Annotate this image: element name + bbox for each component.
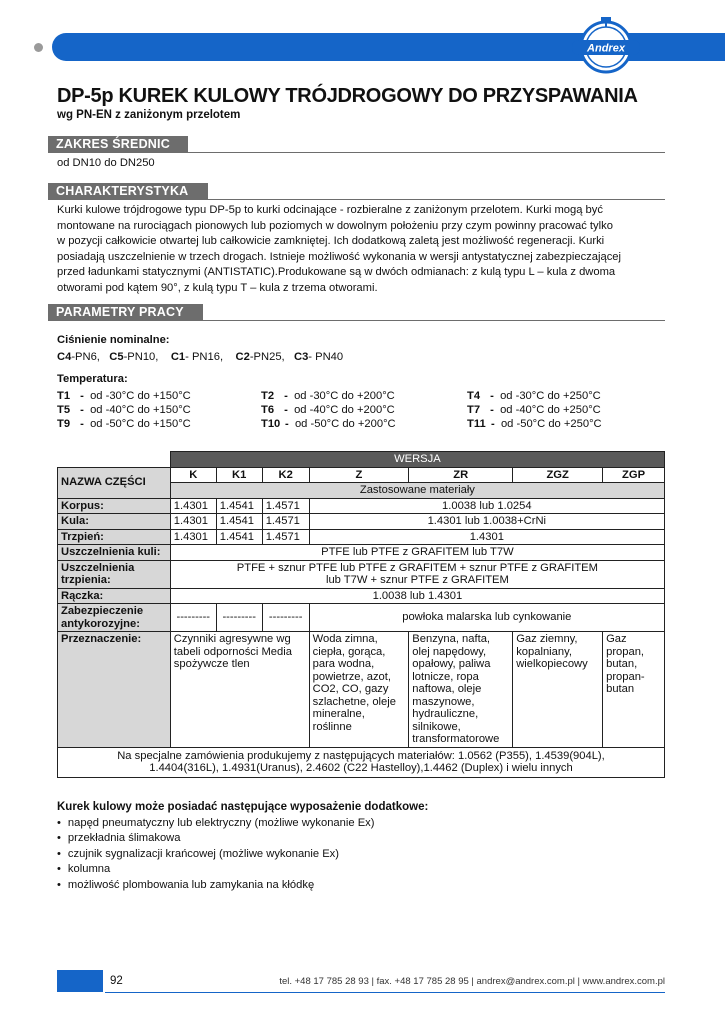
section-characteristics-divider — [57, 199, 665, 200]
pressure-value: - PN16, — [185, 351, 224, 363]
footer-divider — [105, 992, 665, 993]
section-parameters-header: PARAMETRY PRACY — [48, 304, 203, 321]
pressure-code: C3 — [293, 351, 309, 363]
temp-item: T5 - od -40°C do +150°C — [57, 404, 191, 416]
table-row — [58, 467, 665, 483]
table-cell: --------- — [170, 604, 216, 632]
table-cell: --------- — [216, 604, 262, 632]
temp-item: T6 - od -40°C do +200°C — [261, 404, 395, 416]
version-cell: K2 — [262, 467, 309, 483]
temp-item: T10 - od -50°C do +200°C — [261, 418, 396, 430]
table-cell: 1.0038 lub 1.4301 — [170, 588, 664, 604]
header-dot — [34, 43, 43, 52]
pressure-value: - PN40 — [308, 351, 344, 363]
temp-item: T11 - od -50°C do +250°C — [467, 418, 602, 430]
materials-table — [57, 451, 665, 778]
table-cell: 1.4301 lub 1.0038+CrNi — [309, 514, 664, 530]
pressure-value: -PN10, — [123, 351, 159, 363]
version-cell: K1 — [216, 467, 262, 483]
table-cell: Gaz ziemny, kopalniany, wielkopiecowy — [513, 632, 603, 748]
table-cell: PTFE lub PTFE z GRAFITEM lub T7W — [170, 545, 664, 561]
table-cell: 1.4541 — [216, 529, 262, 545]
pressure-label: Ciśnienie nominalne: — [57, 334, 170, 346]
pressure-code: C4 — [57, 351, 72, 363]
temp-item: T7 - od -40°C do +250°C — [467, 404, 601, 416]
footer-block — [57, 970, 103, 992]
table-cell: 1.0038 lub 1.0254 — [309, 498, 664, 514]
table-cell: 1.4301 — [309, 529, 664, 545]
row-label: Rączka: — [58, 588, 171, 604]
table-cell: 1.4301 — [170, 514, 216, 530]
list-item: • możliwość plombowania lub zamykania na kłódkę — [57, 878, 374, 893]
version-cell: K — [170, 467, 216, 483]
pressure-code: C5 — [109, 351, 124, 363]
pressure-code: C2 — [235, 351, 250, 363]
version-cell: ZR — [409, 467, 513, 483]
table-row — [58, 498, 665, 514]
characteristics-line: otworami pod kątem 90°, z kulą typu T – kula z trzema otworami. — [57, 281, 378, 294]
pressure-code: C1 — [170, 351, 186, 363]
table-cell: Woda zimna, ciepła, gorąca, para wodna, powietrze, azot, CO2, CO, gazy szlachetne, oleje mineralne, roślinne — [309, 632, 409, 748]
row-label: Uszczelnienia kuli: — [58, 545, 171, 561]
row-label: Uszczelnienia trzpienia: — [58, 560, 171, 588]
table-row — [58, 747, 665, 777]
section-range-divider — [57, 152, 665, 153]
temp-item: T1 - od -30°C do +150°C — [57, 390, 191, 402]
temp-item: T4 - od -30°C do +250°C — [467, 390, 601, 402]
logo-text: Andrex — [587, 42, 625, 55]
version-cell: ZGZ — [513, 467, 603, 483]
table-cell: powłoka malarska lub cynkowanie — [309, 604, 664, 632]
table-row — [58, 452, 665, 468]
row-label: Zabezpieczenie antykorozyjne: — [58, 604, 171, 632]
characteristics-line: montowane na rurociągach pionowych lub poziomych w dowolnym położeniu przy czym powinny pracować tylko — [57, 219, 613, 232]
footer-contact: tel. +48 17 785 28 93 | fax. +48 17 785 28 95 | andrex@andrex.com.pl | www.andrex.com.pl — [279, 976, 665, 987]
table-cell: 1.4541 — [216, 498, 262, 514]
version-header: WERSJA — [170, 452, 664, 468]
page-number: 92 — [110, 975, 123, 987]
table-cell: 1.4571 — [262, 498, 309, 514]
pressure-value: -PN25, — [249, 351, 285, 363]
table-cell: 1.4301 — [170, 498, 216, 514]
section-parameters-divider — [57, 320, 665, 321]
temp-item: T2 - od -30°C do +200°C — [261, 390, 395, 402]
characteristics-text — [57, 203, 665, 296]
andrex-logo — [567, 14, 645, 78]
table-cell: Gaz propan, butan, propan-butan — [603, 632, 665, 748]
table-row — [58, 560, 665, 588]
part-name-header: NAZWA CZĘŚCI — [58, 467, 171, 498]
accessories-list — [57, 816, 374, 893]
table-cell: Czynniki agresywne wg tabeli odporności Media spożywcze tlen — [170, 632, 309, 748]
pressure-value: -PN6, — [71, 351, 100, 363]
row-label: Korpus: — [58, 498, 171, 514]
table-cell: Benzyna, nafta, olej napędowy, opałowy, paliwa lotnicze, ropa naftowa, oleje maszynowe, hydrauliczne, silnikowe, transformatorowe — [409, 632, 513, 748]
version-cell: ZGP — [603, 467, 665, 483]
accessories-title: Kurek kulowy może posiadać następujące wyposażenie dodatkowe: — [57, 801, 429, 813]
table-row — [58, 632, 665, 748]
temperature-label: Temperatura: — [57, 373, 128, 385]
table-row — [58, 604, 665, 632]
page-title: DP-5p KUREK KULOWY TRÓJDROGOWY DO PRZYSPAWANIA — [57, 85, 638, 107]
table-cell: 1.4541 — [216, 514, 262, 530]
list-item: • czujnik sygnalizacji krańcowej (możliwe wykonanie Ex) — [57, 847, 374, 862]
section-range-header: ZAKRES ŚREDNIC — [48, 136, 188, 153]
temp-item: T9 - od -50°C do +150°C — [57, 418, 191, 430]
characteristics-line: Kurki kulowe trójdrogowe typu DP-5p to kurki odcinające - rozbieralne z zaniżonym przelotem. Kurki mogą być — [57, 204, 603, 216]
table-cell: --------- — [262, 604, 309, 632]
row-label: Przeznaczenie: — [58, 632, 171, 748]
section-characteristics-header: CHARAKTERYSTYKA — [48, 183, 208, 200]
row-label: Trzpień: — [58, 529, 171, 545]
characteristics-line: przed ładunkami statycznymi (ANTISTATIC).Produkowane są w dwóch odmianach: z kulą typu L – kula z dwoma — [57, 266, 616, 278]
range-text: od DN10 do DN250 — [57, 157, 155, 169]
characteristics-line: posiadają uszczelnienie w trzech drogach. Istnieje możliwość wykonania w wersji antystatycznej zabezpieczającej — [57, 250, 621, 263]
materials-caption: Zastosowane materiały — [170, 483, 664, 499]
table-cell: PTFE + sznur PTFE lub PTFE z GRAFITEM + sznur PTFE z GRAFITEM lub T7W + sznur PTFE z GRAFITEM — [170, 560, 664, 588]
table-row — [58, 514, 665, 530]
table-note: Na specjalne zamówienia produkujemy z następujących materiałów: 1.0562 (P355), 1.4539(904L), 1.4404(316L), 1.4931(Uranus), 2.4602 (C22 Hastelloy),1.4462 (Duplex) i wielu innych — [58, 747, 665, 777]
list-item: • przekładnia ślimakowa — [57, 831, 374, 846]
table-row — [58, 545, 665, 561]
characteristics-line: w pozycji całkowicie otwartej lub całkowicie zamkniętej. Ich dodatkową zaletą jest możliwość regeneracji. Kurki — [57, 235, 605, 247]
pressure-values — [57, 350, 343, 364]
table-cell: 1.4301 — [170, 529, 216, 545]
table-row — [58, 529, 665, 545]
list-item: • napęd pneumatyczny lub elektryczny (możliwe wykonanie Ex) — [57, 816, 374, 831]
table-cell: 1.4571 — [262, 529, 309, 545]
list-item: • kolumna — [57, 862, 374, 877]
page-subtitle: wg PN-EN z zaniżonym przelotem — [57, 109, 241, 121]
table-row — [58, 588, 665, 604]
version-cell: Z — [309, 467, 409, 483]
row-label: Kula: — [58, 514, 171, 530]
table-cell: 1.4571 — [262, 514, 309, 530]
